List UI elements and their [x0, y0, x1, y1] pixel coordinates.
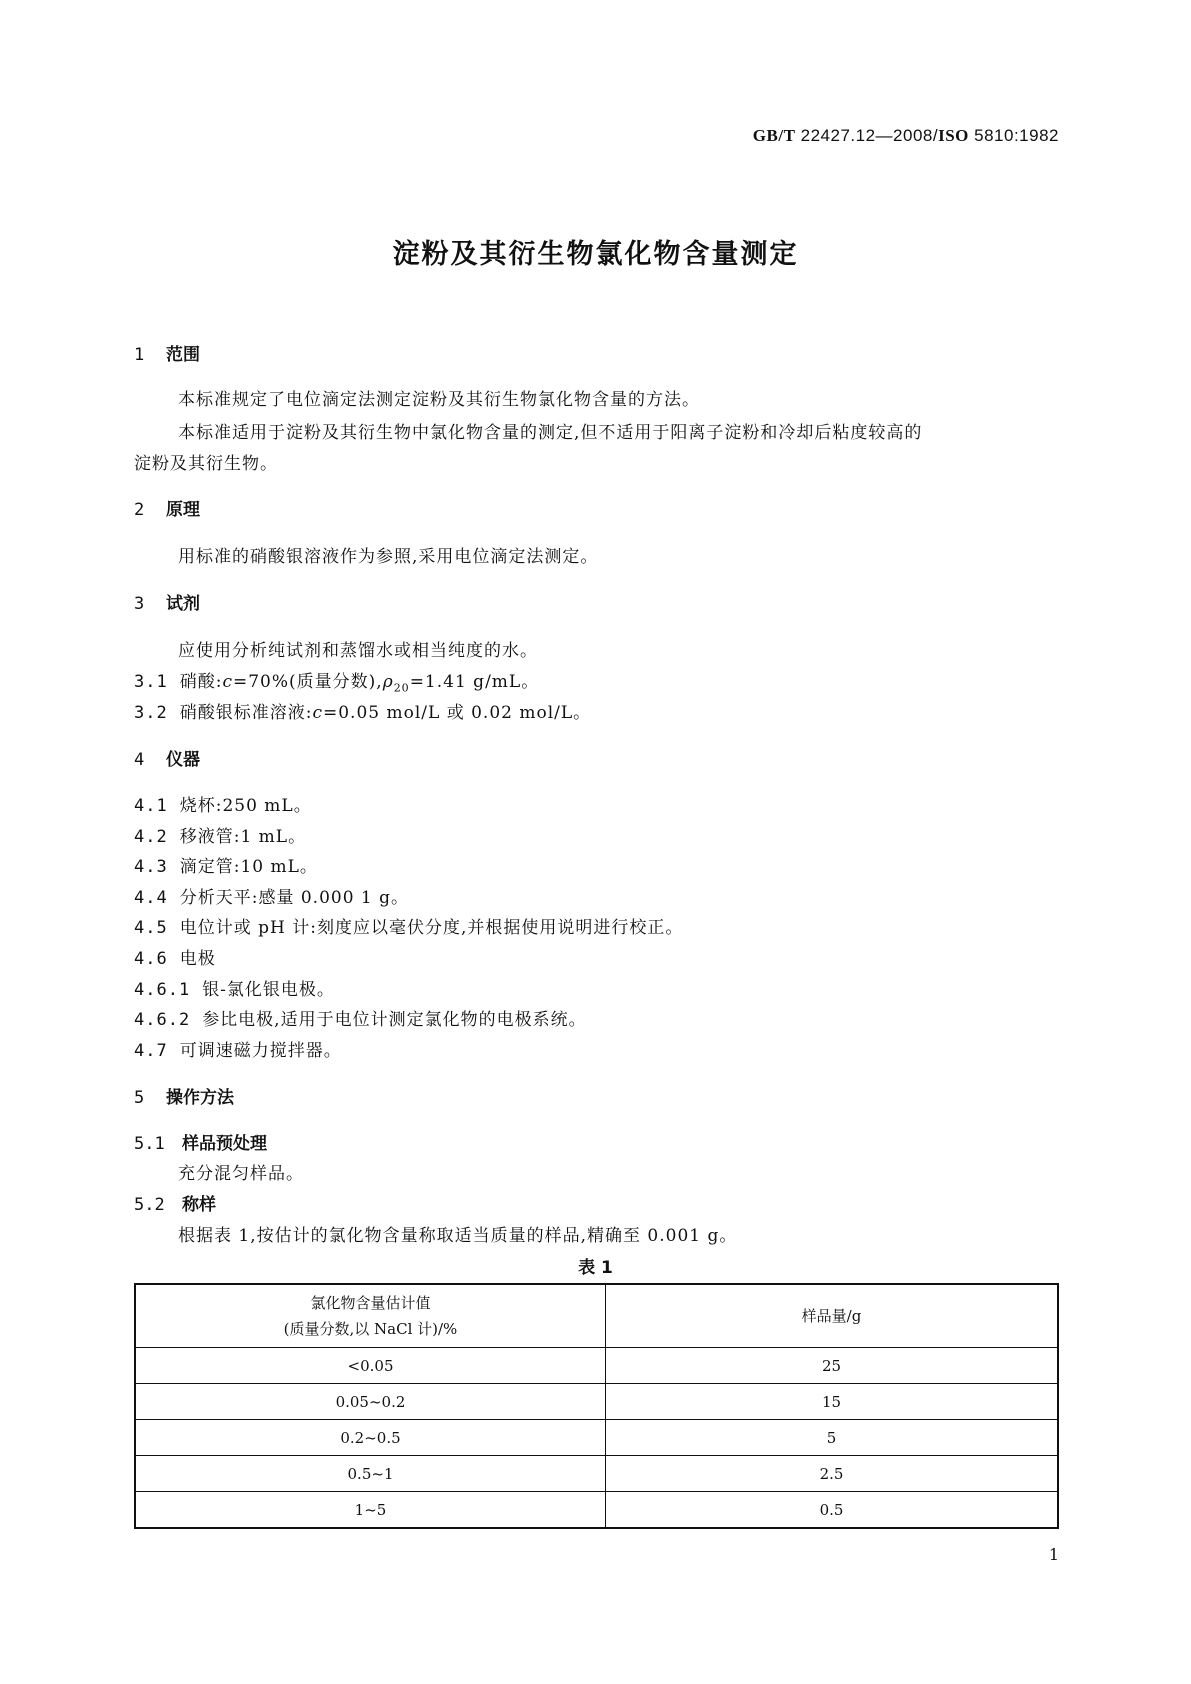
- cell-content: 0.05~0.2: [135, 1384, 606, 1420]
- sample-mass-table: [134, 1283, 1059, 1529]
- section-4-heading: [134, 745, 200, 770]
- standard-number: 22427.12—2008/: [800, 126, 939, 145]
- iso-number: 5810:1982: [974, 126, 1059, 145]
- item-number: 4.2: [134, 827, 168, 847]
- subsection-title: 称样: [182, 1195, 216, 1215]
- paragraph: 充分混匀样品。: [178, 1164, 304, 1184]
- symbol-rho: ρ: [382, 672, 394, 692]
- section-title: 试剂: [166, 594, 200, 614]
- instrument-item: [134, 791, 312, 816]
- table-row: [135, 1420, 1058, 1456]
- item-text: 可调速磁力搅拌器。: [179, 1041, 342, 1061]
- section-title: 操作方法: [166, 1088, 234, 1108]
- document-title: 淀粉及其衍生物氯化物含量测定: [392, 239, 799, 270]
- table-row: [135, 1384, 1058, 1420]
- item-number: 4.7: [134, 1041, 168, 1061]
- section-number: 2: [134, 500, 145, 520]
- instrument-item: [134, 883, 409, 908]
- table-row: [135, 1348, 1058, 1384]
- cell-content: 1~5: [135, 1492, 606, 1529]
- section-number: 4: [134, 750, 145, 770]
- item-number: 4.6.1: [134, 980, 191, 1000]
- cell-mass: 0.5: [606, 1492, 1059, 1529]
- paragraph: 用标准的硝酸银溶液作为参照,采用电位滴定法测定。: [178, 547, 599, 567]
- item-text: 电位计或 pH 计:刻度应以毫伏分度,并根据使用说明进行校正。: [179, 918, 684, 938]
- item-number: 4.1: [134, 796, 168, 816]
- column-header-content: [135, 1284, 606, 1348]
- table-caption: 表 1: [578, 1258, 613, 1278]
- item-number: 4.4: [134, 888, 168, 908]
- cell-content: 0.2~0.5: [135, 1420, 606, 1456]
- item-text: 移液管:1 mL。: [179, 827, 307, 847]
- subsection-heading: [134, 1129, 267, 1154]
- section-5-heading: [134, 1083, 234, 1108]
- iso-prefix: ISO: [938, 126, 969, 145]
- subsection-number: 5.1: [134, 1134, 165, 1154]
- section-title: 原理: [166, 500, 200, 520]
- instrument-item: [134, 1005, 587, 1030]
- table-row: [135, 1456, 1058, 1492]
- item-text: 分析天平:感量 0.000 1 g。: [179, 888, 410, 908]
- header-line: 氯化物含量估计值: [310, 1294, 431, 1312]
- standard-prefix: GB/T: [752, 126, 796, 145]
- cell-content: <0.05: [135, 1348, 606, 1384]
- paragraph: 应使用分析纯试剂和蒸馏水或相当纯度的水。: [178, 641, 538, 661]
- column-header-mass: 样品量/g: [606, 1284, 1059, 1348]
- subsection-heading: [134, 1190, 216, 1215]
- paragraph: 根据表 1,按估计的氯化物含量称取适当质量的样品,精确至 0.001 g。: [178, 1226, 738, 1246]
- cell-content: 0.5~1: [135, 1456, 606, 1492]
- section-title: 范围: [166, 345, 200, 365]
- item-text: =70%(质量分数),: [232, 672, 383, 692]
- item-number: 4.3: [134, 857, 168, 877]
- instrument-item: [134, 913, 683, 938]
- section-number: 1: [134, 345, 145, 365]
- cell-mass: 2.5: [606, 1456, 1059, 1492]
- cell-mass: 25: [606, 1348, 1059, 1384]
- paragraph: 本标准适用于淀粉及其衍生物中氯化物含量的测定,但不适用于阳离子淀粉和冷却后粘度较高的: [178, 423, 923, 443]
- instrument-item: [134, 822, 306, 847]
- section-number: 5: [134, 1088, 145, 1108]
- subsection-title: 样品预处理: [182, 1134, 267, 1154]
- item-number: 3.2: [134, 703, 168, 723]
- instrument-item: [134, 852, 318, 877]
- section-title: 仪器: [166, 750, 200, 770]
- item-number: 4.6: [134, 949, 168, 969]
- item-text: 滴定管:10 mL。: [179, 857, 318, 877]
- item-text: =1.41 g/mL。: [409, 672, 540, 692]
- instrument-item: [134, 975, 335, 1000]
- item-text: 硝酸:: [179, 672, 223, 692]
- cell-mass: 15: [606, 1384, 1059, 1420]
- paragraph: 本标准规定了电位滴定法测定淀粉及其衍生物氯化物含量的方法。: [178, 390, 700, 410]
- cell-mass: 5: [606, 1420, 1059, 1456]
- item-text: 烧杯:250 mL。: [179, 796, 312, 816]
- item-text: =0.05 mol/L 或 0.02 mol/L。: [322, 703, 592, 723]
- page-number: 1: [1048, 1545, 1059, 1564]
- section-2-heading: [134, 495, 200, 520]
- instrument-item: [134, 944, 216, 969]
- section-3-heading: [134, 589, 200, 614]
- reagent-item: [134, 667, 539, 694]
- reagent-item: [134, 698, 591, 723]
- section-number: 3: [134, 594, 145, 614]
- symbol-c: c: [312, 703, 323, 723]
- item-text: 电极: [179, 949, 216, 969]
- paragraph: 淀粉及其衍生物。: [134, 454, 278, 474]
- symbol-c: c: [222, 672, 233, 692]
- item-number: 4.5: [134, 918, 168, 938]
- subsection-number: 5.2: [134, 1195, 165, 1215]
- table-header-row: [135, 1284, 1058, 1348]
- header-line: (质量分数,以 NaCl 计)/%: [283, 1320, 458, 1338]
- item-number: 4.6.2: [134, 1010, 191, 1030]
- instrument-item: [134, 1036, 342, 1061]
- item-text: 硝酸银标准溶液:: [179, 703, 313, 723]
- table-row: [135, 1492, 1058, 1529]
- item-text: 银-氯化银电极。: [202, 980, 335, 1000]
- standard-code: [753, 126, 1059, 146]
- item-number: 3.1: [134, 672, 168, 692]
- item-text: 参比电极,适用于电位计测定氯化物的电极系统。: [202, 1010, 587, 1030]
- subscript: 20: [393, 681, 410, 695]
- section-1-heading: [134, 340, 200, 365]
